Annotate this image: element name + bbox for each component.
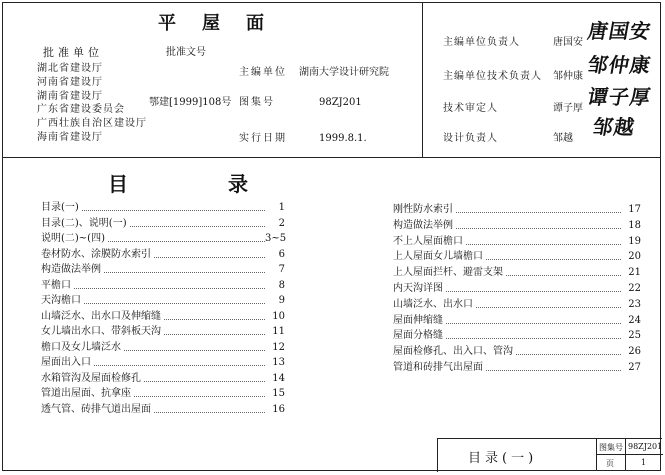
toc-entry-label: 刚性防水索引 [393,204,453,215]
toc-entry [393,235,641,249]
approve-unit: 湖南省建设厅 [37,91,103,102]
approve-unit: 广西壮族自治区建设厅 [37,118,147,129]
toc-entry [41,387,285,401]
signature: 邹越 [590,115,638,139]
toc-entry [41,294,285,308]
toc-entry-page: 27 [628,362,641,373]
toc-entry-page: 20 [628,251,641,263]
responsible-name: 谭子厚 [553,103,583,114]
responsible-label: 主编单位技术负责人 [443,71,542,82]
toc-entry-label: 构造做法举例 [41,264,101,275]
toc-entry-page: 17 [628,204,641,215]
approval-block [3,3,423,158]
approve-unit: 广东省建设委员会 [37,104,125,115]
toc-entry-label: 天沟檐口 [41,295,81,306]
toc-entry-page: 24 [628,314,641,326]
footer-title-box [437,438,662,472]
toc-entry [393,203,641,217]
responsible-label: 技术审定人 [443,103,498,114]
footer-atlas-label: 图集号 [599,443,623,452]
toc-entry [41,310,285,324]
toc-entry [393,266,641,280]
toc-entry-label: 管道出屋面、抗拿座 [41,388,131,399]
signature: 邹仲康 [585,53,654,77]
footer-title: 目录(一) [468,451,538,466]
footer-page-label: 页 [606,459,614,468]
toc-entry-page: 23 [628,298,641,310]
footer-grid [596,439,663,471]
toc-entry-label: 檐口及女儿墙泛水 [41,341,121,353]
toc-entry-label: 屋面伸缩缝 [393,314,443,326]
toc-entry [41,232,285,246]
responsible-label: 主编单位负责人 [443,37,520,48]
toc-entry [393,361,641,375]
toc-entry-label: 屋面检修孔、出入口、管沟 [393,346,513,358]
toc-entry-label: 管道和砖排气出屋面 [393,362,483,373]
approve-unit: 海南省建设厅 [37,132,103,143]
approve-unit: 湖北省建设厅 [37,63,103,74]
toc-entry-label: 山墙泛水、出水口及伸缩缝 [41,310,161,322]
toc-entry-page: 2 [278,217,285,229]
toc-entry-label: 不上人屋面檐口 [393,235,463,247]
signature: 唐国安 [585,19,654,43]
toc-entry [41,201,285,215]
toc-entry-page: 10 [272,310,285,322]
editor-unit: 湖南大学设计研究院 [299,67,389,78]
toc-entry-label: 说明(二)~(四) [41,233,105,244]
toc-entry-page: 13 [272,357,285,368]
toc-entry-label: 内天沟详图 [393,283,443,294]
footer-divider [625,439,626,471]
toc-entry-label: 目录(二)、说明(一) [41,217,127,229]
drawing-sheet [2,2,661,471]
toc-entry-page: 3~5 [265,233,287,244]
toc-entry [393,298,641,312]
toc-entry [41,372,285,386]
responsible-name: 唐国安 [553,37,583,48]
title-block [3,3,660,158]
document-title: 平屋面 [158,13,290,34]
toc-entry [41,403,285,417]
signature: 谭子厚 [585,85,654,109]
toc-entry [41,356,285,370]
toc-entry-page: 6 [278,248,285,260]
toc-entry [393,282,641,296]
implementation-date: 1999.8.1. [319,133,367,144]
toc-entry-label: 屋面出入口 [41,357,91,368]
toc-entry-page: 22 [628,283,641,294]
approve-unit: 河南省建设厅 [37,77,103,88]
toc-entry-page: 25 [628,330,641,342]
toc-entry-page: 19 [628,235,641,247]
toc-entry [393,345,641,359]
toc-entry [393,250,641,264]
toc-entry [41,263,285,277]
toc-entry-page: 26 [628,346,641,358]
toc-entry [393,329,641,343]
toc-entry-page: 16 [272,403,285,415]
toc-entry-label: 构造做法举例 [393,219,453,231]
toc-entry-label: 目录(一) [41,202,79,213]
toc-entry [41,341,285,355]
toc-entry-page: 15 [272,388,285,399]
approve-unit-heading: 批准单位 [43,46,103,59]
atlas-number-label: 图集号 [239,97,275,108]
toc-entry-page: 12 [272,341,285,353]
toc-entry-label: 屋面分格缝 [393,330,443,342]
toc-title-char: 目 [108,172,128,196]
approve-doc-number: 鄂建[1999]108号 [149,97,232,108]
toc-entry [41,248,285,262]
toc-entry-page: 11 [272,326,285,337]
responsible-name: 邹越 [553,133,573,144]
atlas-number: 98ZJ201 [319,97,362,108]
footer-page-number: 1 [641,458,647,467]
toc-entry-page: 18 [628,219,641,231]
toc-entry-label: 水箱管沟及屋面检修孔 [41,372,141,384]
toc-entry-label: 山墙泛水、出水口 [393,298,473,310]
toc-leader-dots [41,288,265,289]
toc-entry [41,279,285,293]
toc-entry-label: 上人屋面女儿墙檐口 [393,251,483,263]
toc-entry-label: 女儿墙出水口、带斜板天沟 [41,326,161,337]
footer-atlas-number: 98ZJ201 [628,442,663,451]
toc-entry-page: 1 [278,202,285,213]
implementation-date-label: 实行日期 [239,133,287,144]
toc-entry-page: 21 [628,267,641,279]
editor-unit-label: 主编单位 [239,67,287,78]
toc-entry [393,219,641,233]
responsible-name: 邹仲康 [553,71,583,82]
toc-entry-label: 平檐口 [41,279,71,291]
approve-doc-heading: 批准文号 [166,47,206,58]
toc-entry-page: 7 [278,264,285,275]
toc-entry-page: 9 [278,295,285,306]
toc-entry-page: 8 [278,279,285,291]
toc-entry [41,217,285,231]
toc-entry-label: 透气管、砖排气道出屋面 [41,403,151,415]
responsible-label: 设计负责人 [443,133,498,144]
toc-title-char: 录 [228,172,248,196]
toc-entry-label: 卷材防水、涂膜防水索引 [41,248,151,260]
toc-entry [393,314,641,328]
toc-entry-page: 14 [272,372,285,384]
toc-entry-label: 上人屋面拦杆、避雷支架 [393,267,503,279]
toc-entry [41,325,285,339]
